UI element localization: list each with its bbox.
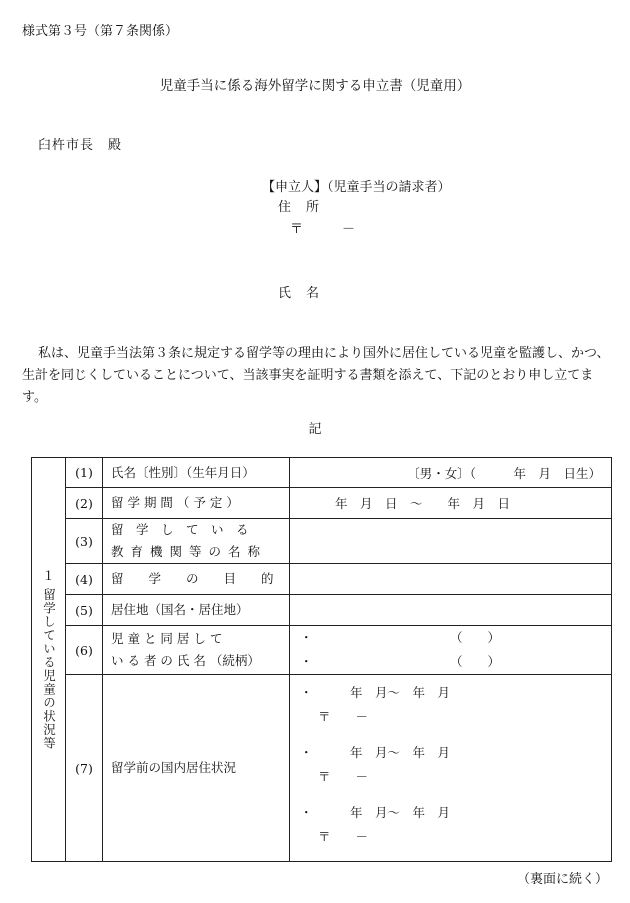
postal-line: 〒 －	[318, 829, 369, 844]
table-row	[32, 564, 612, 595]
row-label: 留 学 の 目 的	[103, 564, 290, 595]
addressee: 臼杵市長 殿	[38, 138, 123, 153]
prior-residence-entry	[300, 801, 601, 849]
cohabitant-field[interactable]	[290, 626, 612, 675]
row-number: (4)	[66, 564, 103, 595]
institution-name-field[interactable]	[290, 519, 612, 564]
applicant-postal-code: 〒 －	[290, 222, 356, 237]
postal-line: 〒 －	[318, 709, 369, 724]
row-label-line: 教育機関等の名称	[111, 544, 268, 559]
postal-line: 〒 －	[318, 769, 369, 784]
row-label: 留 学 期 間 （ 予 定 ）	[103, 488, 290, 519]
residence-field[interactable]	[290, 595, 612, 626]
cohabitant-entry	[300, 626, 500, 650]
applicant-address-label: 住 所	[278, 200, 321, 215]
row-number: (1)	[66, 458, 103, 488]
prior-residence-field[interactable]	[290, 675, 612, 862]
row-label	[103, 626, 290, 675]
child-status-table	[31, 457, 612, 862]
table-row	[32, 488, 612, 519]
section-label: 留学している児童の状況等	[41, 588, 57, 750]
bullet: ・	[300, 654, 313, 669]
row-label-line: い る 者 の 氏 名 （続柄）	[111, 653, 260, 668]
study-purpose-field[interactable]	[290, 564, 612, 595]
period-line: ・ 年 月～ 年 月	[300, 805, 451, 820]
table-row	[32, 519, 612, 564]
bullet: ・	[300, 630, 313, 645]
document-title: 児童手当に係る海外留学に関する申立書（児童用）	[159, 78, 471, 94]
row-number: (5)	[66, 595, 103, 626]
ki-heading: 記	[308, 422, 322, 437]
table-row	[32, 458, 612, 488]
row-number: (2)	[66, 488, 103, 519]
study-period-field[interactable]	[290, 488, 612, 519]
name-gender-birthdate-field[interactable]	[290, 458, 612, 488]
applicant-name-label: 氏 名	[278, 286, 321, 301]
study-period-template: 年 月 日 ～ 年 月 日	[335, 496, 511, 511]
period-line: ・ 年 月～ 年 月	[300, 685, 451, 700]
row-label: 留学前の国内居住状況	[103, 675, 290, 862]
table-row	[32, 626, 612, 675]
continue-note: （裏面に続く）	[516, 872, 608, 887]
row-label-line: 児 童 と 同 居 し て	[111, 631, 223, 646]
relationship-paren: （ ）	[449, 630, 500, 645]
row-label	[103, 519, 290, 564]
prior-residence-entry	[300, 741, 601, 789]
row-label-line: 留 学 し て い る	[111, 522, 249, 537]
period-line: ・ 年 月～ 年 月	[300, 745, 451, 760]
table-row	[32, 675, 612, 862]
cohabitant-entry	[300, 650, 500, 674]
row-label: 居住地（国名・居住地）	[103, 595, 290, 626]
relationship-paren: （ ）	[449, 654, 500, 669]
row-label: 氏名〔性別〕（生年月日）	[103, 458, 290, 488]
applicant-header: 【申立人】（児童手当の請求者）	[262, 180, 451, 195]
section-number: １	[42, 568, 55, 583]
row-number: (7)	[66, 675, 103, 862]
row-number: (6)	[66, 626, 103, 675]
statement-text: 私は、児童手当法第３条に規定する留学等の理由により国外に居住している児童を監護し、かつ、生計を同じくしていることについて、当該事実を証明する書類を添えて、下記のとおり申し立てます。	[22, 346, 610, 405]
form-number: 様式第３号（第７条関係）	[22, 24, 179, 39]
section-label-cell	[32, 458, 66, 862]
prior-residence-entry	[300, 681, 601, 729]
row-number: (3)	[66, 519, 103, 564]
gender-birthdate-template: 〔男・女〕（ 年 月 日生）	[407, 465, 601, 481]
table-row	[32, 595, 612, 626]
